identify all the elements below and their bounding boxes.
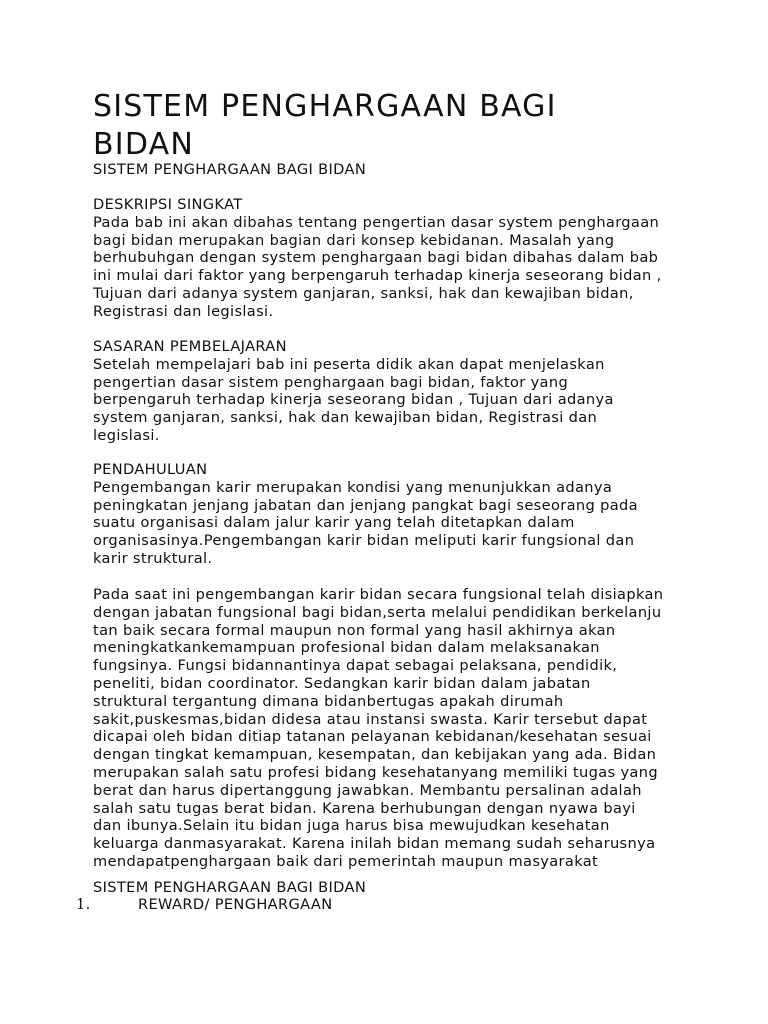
- section-heading: SASARAN PEMBELAJARAN: [93, 338, 287, 355]
- list-number: 1.: [76, 896, 91, 913]
- section-heading: PENDAHULUAN: [93, 461, 208, 478]
- document-subtitle-block: [93, 161, 693, 179]
- section-body: Setelah mempelajari bab ini peserta didik akan dapat menjelaskan pengertian dasar sistem penghargaan bagi bidan, faktor yang berpengaruh terhadap kinerja seseorang bidan , Tujuan dari adanya system ganjaran, sanksi, hak dan kewajiban bidan, Registrasi dan legislasi.: [93, 355, 614, 444]
- section-body: Pada bab ini akan dibahas tentang pengertian dasar system penghargaan bagi bidan merupakan bagian dari konsep kebidanan. Masalah yang berhubuhgan dengan system penghargaan bagi bidan dibahas dalam bab ini mulai dari faktor yang berpengaruh terhadap kinerja seseorang bidan , Tujuan dari adanya system ganjaran, sanksi, hak dan kewajiban bidan, Registrasi dan legislasi.: [93, 213, 662, 320]
- document-title: SISTEM PENGHARGAAN BAGI BIDAN: [93, 89, 557, 162]
- section-heading: SISTEM PENGHARGAAN BAGI BIDAN: [93, 879, 367, 896]
- section-sasaran: [93, 338, 693, 445]
- section-deskripsi: [93, 196, 693, 321]
- section-pendahuluan: [93, 461, 693, 568]
- section-body: Pengembangan karir merupakan kondisi yang menunjukkan adanya peningkatan jenjang jabatan dan jenjang pangkat bagi seseorang pada suatu organisasi dalam jalur karir yang telah ditetapkan dalam organisasinya.Pengembangan karir bidan meliputi karir fungsional dan karir struktural.: [93, 478, 638, 567]
- section-body: Pada saat ini pengembangan karir bidan secara fungsional telah disiapkan dengan jabatan fungsional bagi bidan,serta melalui pendidikan berkelanju tan baik secara formal maupun non formal yang hasil akhirnya akan meningkatkankemampuan profesional bidan dalam melaksanakan fungsinya. Fungsi bidannantinya dapat sebagai pelaksana, pendidik, peneliti, bidan coordinator. Sedangkan karir bidan dalam jabatan struktural tergantung dimana bidanbertugas apakah dirumah sakit,puskesmas,bidan didesa atau instansi swasta. Karir tersebut dapat dicapai oleh bidan ditiap tatanan pelayanan kebidanan/kesehatan sesuai dengan tingkat kemampuan, kesempatan, dan kebijakan yang ada. Bidan merupakan salah satu profesi bidang kesehatanyang memiliki tugas yang berat dan harus dipertanggung jawabkan. Membantu persalinan adalah salah satu tugas berat bidan. Karena berhubungan dengan nyawa bayi dan ibunya.Selain itu bidan juga harus bisa mewujudkan kesehatan keluarga danmasyarakat. Karena inilah bidan memang sudah seharusnya mendapatpenghargaan baik dari pemerintah maupun masyarakat: [93, 586, 664, 870]
- section-pendahuluan-continued: [93, 586, 693, 871]
- document-subtitle: SISTEM PENGHARGAAN BAGI BIDAN: [93, 161, 367, 178]
- section-heading: DESKRIPSI SINGKAT: [93, 196, 243, 213]
- list-text: REWARD/ PENGHARGAAN: [138, 896, 333, 913]
- section-sistem-penghargaan: [93, 879, 693, 897]
